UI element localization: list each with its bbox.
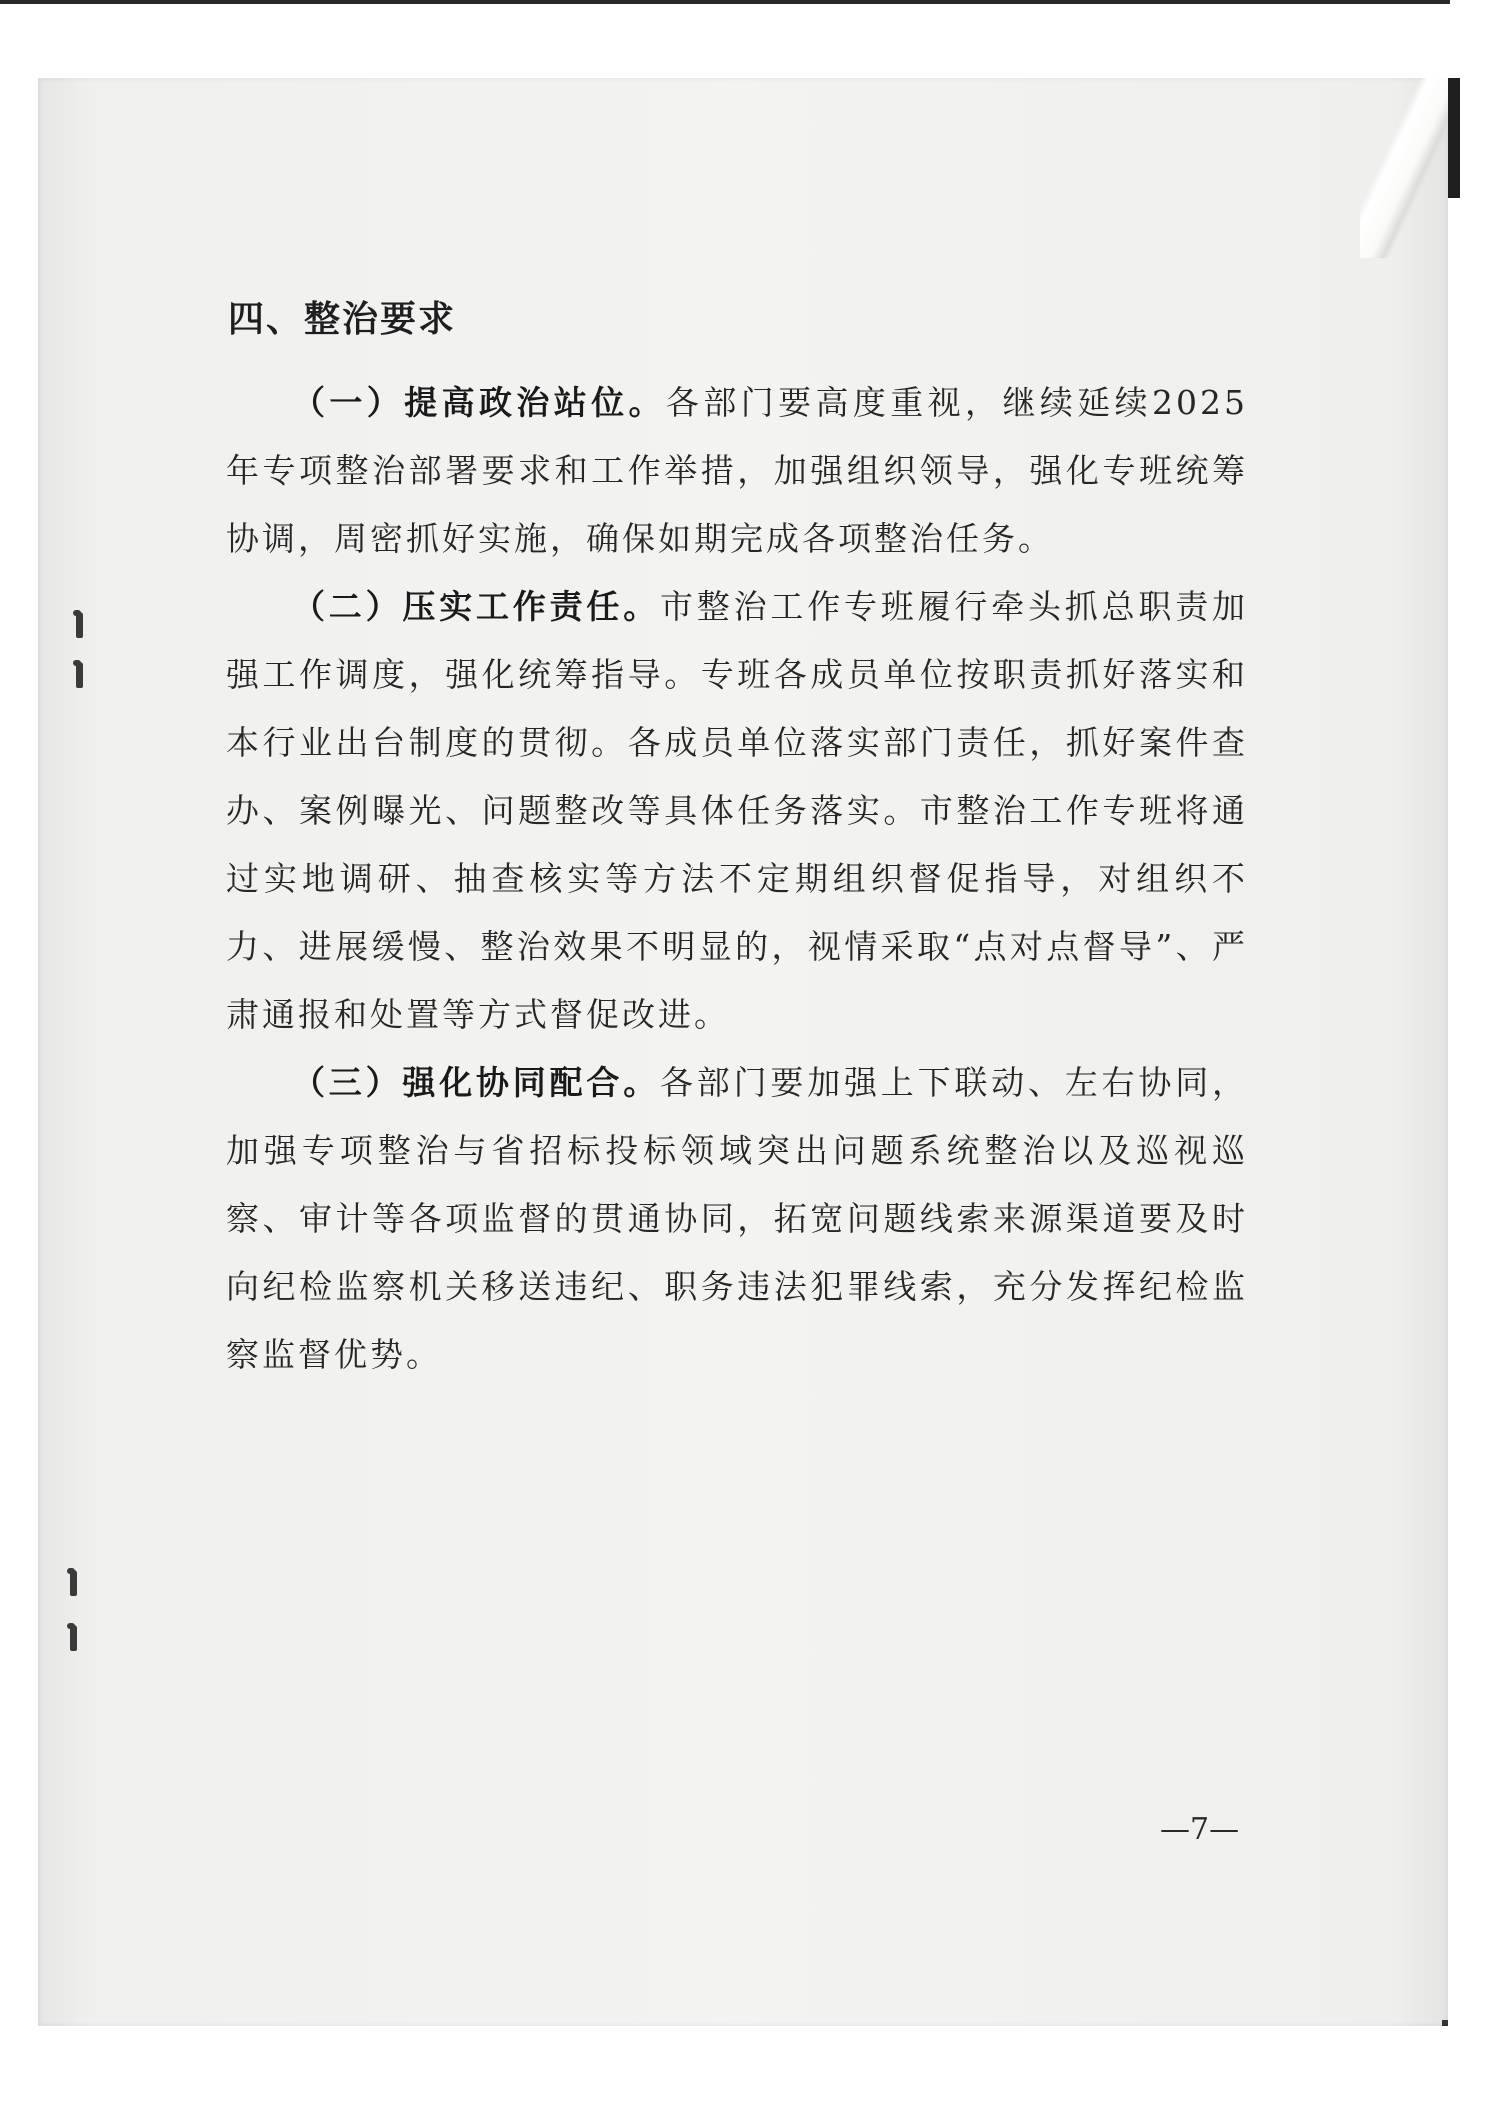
paragraph-2: [226, 573, 1248, 1049]
paragraph-1: [226, 369, 1248, 573]
binding-staple-mark: [76, 662, 83, 688]
scan-top-margin: [0, 0, 1488, 78]
binding-staple-mark: [70, 1625, 77, 1651]
scan-right-margin: [1450, 0, 1488, 2104]
scan-bottom-margin: [0, 2026, 1488, 2104]
scan-top-edge: [0, 0, 1488, 4]
paragraph-1-body: 各部门要高度重视，继续延续2025年专项整治部署要求和工作举措，加强组织领导，强化专班统筹协调，周密抓好实施，确保如期完成各项整治任务。: [226, 383, 1249, 558]
section-heading: 四、整治要求: [228, 298, 457, 340]
page-corner-shadow: [1448, 78, 1460, 198]
binding-staple-mark: [70, 1570, 77, 1596]
page-number: —7—: [1160, 1812, 1240, 1847]
paragraph-1-lead: （一）提高政治站位。: [292, 383, 666, 422]
paragraph-3: [226, 1049, 1248, 1389]
page-corner-fold: [1360, 78, 1448, 258]
paragraph-3-body: 各部门要加强上下联动、左右协同，加强专项整治与省招标投标领域突出问题系统整治以及巡视巡察、审计等各项监督的贯通协同，拓宽问题线索来源渠道要及时向纪检监察机关移送违纪、职务违法犯罪线索，充分发挥纪检监察监督优势。: [226, 1063, 1249, 1374]
paragraph-3-lead: （三）强化协同配合。: [292, 1063, 660, 1102]
paragraph-2-body: 市整治工作专班履行牵头抓总职责加强工作调度，强化统筹指导。专班各成员单位按职责抓好落实和本行业出台制度的贯彻。各成员单位落实部门责任，抓好案件查办、案例曝光、问题整改等具体任务落实。市整治工作专班将通过实地调研、抽查核实等方法不定期组织督促指导，对组织不力、进展缓慢、整治效果不明显的，视情采取“点对点督导”、严肃通报和处置等方式督促改进。: [226, 587, 1249, 1034]
binding-staple-mark: [76, 612, 83, 638]
paragraph-2-lead: （二）压实工作责任。: [292, 587, 660, 626]
scan-corner-dot: [1442, 2020, 1448, 2026]
document-body: [228, 285, 1248, 1389]
